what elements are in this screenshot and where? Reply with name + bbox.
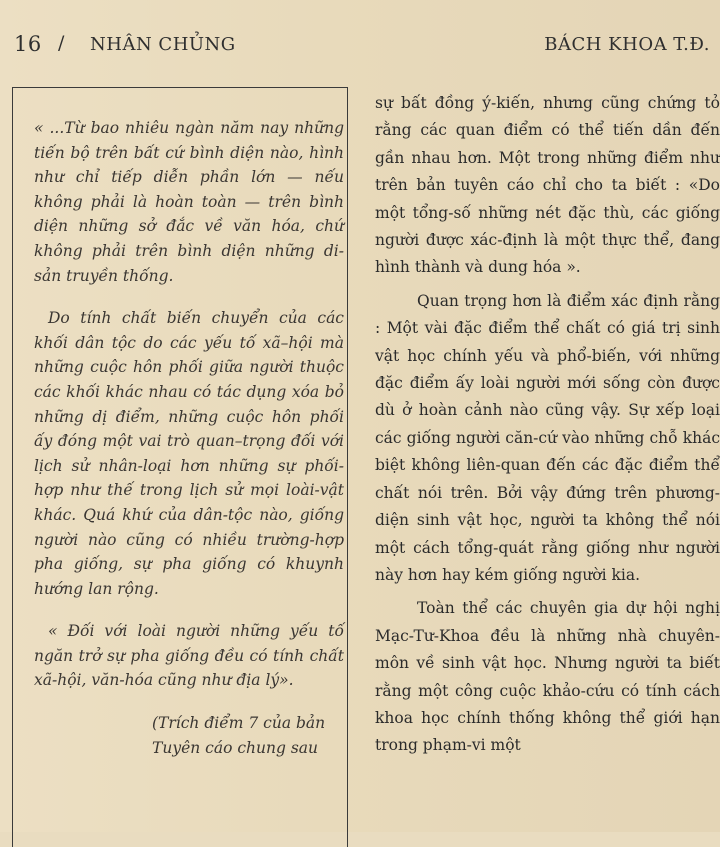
section-title: NHÂN CHỦNG: [90, 34, 236, 55]
quote-paragraph: « ...Từ bao nhiêu ngàn năm nay những tiến bộ trên bất cứ bình diện nào, hình như chỉ tiếp diễn phần lớn — nếu không phải là hoàn toàn — trên bình diện những sở đắc về văn hóa, chứ không phải trên bình diện những di-sản truyền thống.: [34, 119, 344, 285]
page-header: [14, 30, 710, 60]
header-separator: /: [58, 32, 65, 54]
quote-paragraph: « Đối với loài người những yếu tố ngăn trở sự pha giống đều có tính chất xã-hội, văn-hóa cũng như địa lý».: [34, 622, 344, 690]
book-title: BÁCH KHOA T.Đ.: [544, 34, 710, 55]
body-paragraph: sự bất đồng ý-kiến, nhưng cũng chứng tỏ rằng các quan điểm có thể tiến dần đến gần nhau hơn. Một trong những điểm như trên bản tuyên cáo chỉ cho ta biết : «Do một tổng-số những nét đặc thù, các giống người được xác-định là một thực thể, đang hình thành và dung hóa ».: [375, 94, 720, 277]
body-text-column: [375, 90, 720, 766]
quote-paragraph: Do tính chất biến chuyển của các khối dân tộc do các yếu tố xã–hội mà những cuộc hôn phối giữa người thuộc các khối khác nhau có tác dụng xóa bỏ những dị điểm, những cuộc hôn phối ấy đóng một vai trò quan–trọng đối với lịch sử nhân-loại hơn những sự phối-hợp như thế trong lịch sử mọi loài-vật khác. Quá khứ của dân-tộc nào, giống người nào cũng có nhiều trường-hợp pha giống, sự pha giống có khuynh hướng lan rộng.: [34, 309, 344, 598]
page-number: 16: [14, 32, 42, 56]
body-paragraph: Toàn thể các chuyên gia dự hội nghị Mạc-Tư-Khoa đều là những nhà chuyên-môn về sinh vật học. Nhưng người ta biết rằng một công cuộc khảo-cứu có tính cách khoa học chính thống không thể giới hạn trong phạm-vi một: [375, 599, 720, 755]
boxed-quote: [34, 116, 344, 778]
quote-citation: (Trích điểm 7 của bản Tuyên cáo chung sau: [152, 714, 326, 757]
body-paragraph: Quan trọng hơn là điểm xác định rằng : Một vài đặc điểm thể chất có giá trị sinh vật học chính yếu và phổ-biến, với những đặc điểm ấy loài người mới sống còn được dù ở hoàn cảnh nào cũng vậy. Sự xếp loại các giống người căn-cứ vào những chỗ khác biệt không liên-quan đến các đặc điểm thể chất nói trên. Bởi vậy đứng trên phương-diện sinh vật học, người ta không thể nói một cách tổng-quát rằng giống như người này hơn hay kém giống người kia.: [375, 291, 720, 584]
